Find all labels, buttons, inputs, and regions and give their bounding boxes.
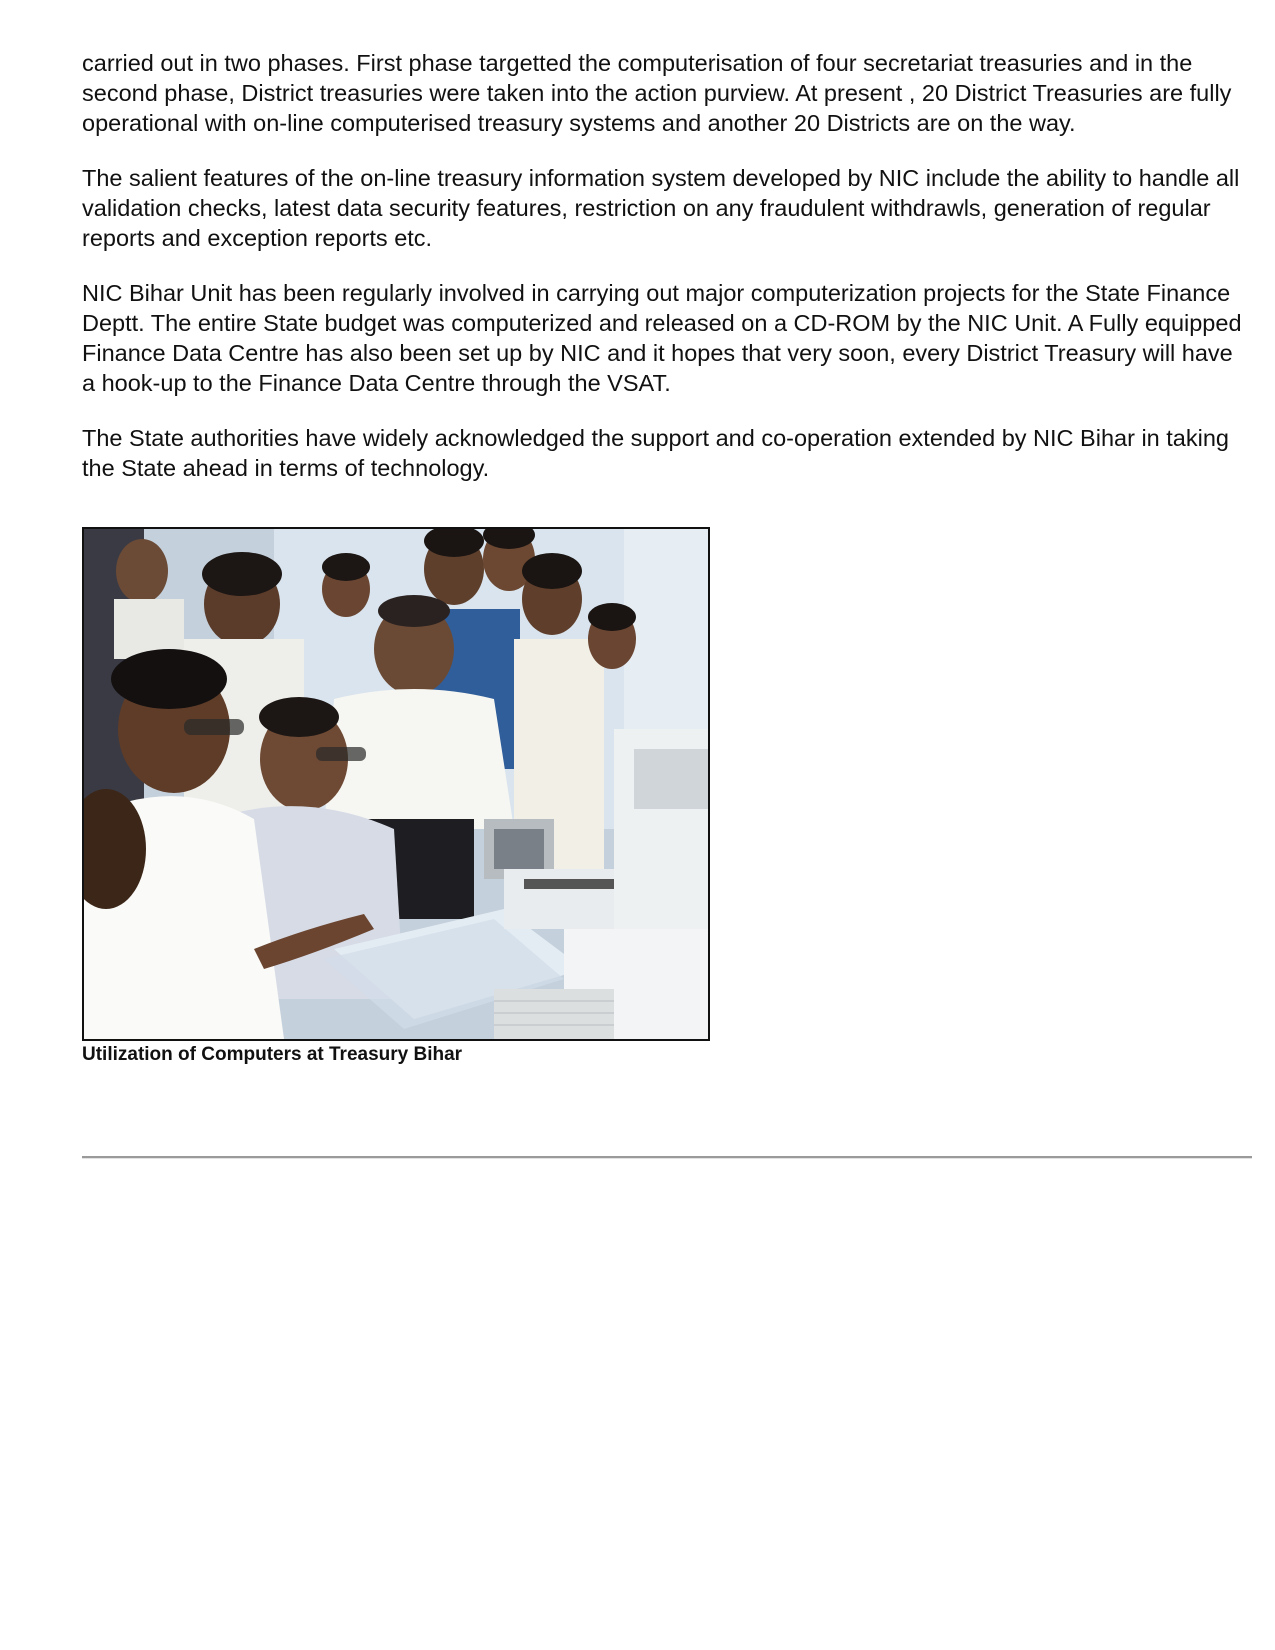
paragraph-state-authorities: The State authorities have widely acknowledged the support and co-operation extended by NIC Bihar in taking the State ahead in terms of technology.	[82, 425, 1229, 481]
treasury-photo-illustration	[84, 529, 708, 1039]
document-body	[82, 48, 1252, 1067]
paragraph-nic-bihar-unit: NIC Bihar Unit has been regularly involved in carrying out major computerization projects for the State Finance Deptt. The entire State budget was computerized and released on a CD-ROM by the NIC Unit. A Fully equipped Finance Data Centre has also been set up by NIC and it hopes that very soon, every District Treasury will have a hook-up to the Finance Data Centre through the VSAT.	[82, 280, 1242, 396]
photo-caption: Utilization of Computers at Treasury Bihar	[82, 1044, 463, 1065]
paragraph-salient-features: The salient features of the on-line treasury information system developed by NIC include the ability to handle all validation checks, latest data security features, restriction on any fraudulent withdrawls, generation of regular reports and exception reports etc.	[82, 165, 1240, 251]
horizontal-rule	[82, 1156, 1252, 1159]
treasury-photo	[82, 527, 710, 1041]
paragraph-phases: carried out in two phases. First phase targetted the computerisation of four secretariat treasuries and in the second phase, District treasuries were taken into the action purview. At present , 20 District Treasuries are fully operational with on-line computerised treasury systems and another 20 Districts are on the way.	[82, 50, 1232, 136]
